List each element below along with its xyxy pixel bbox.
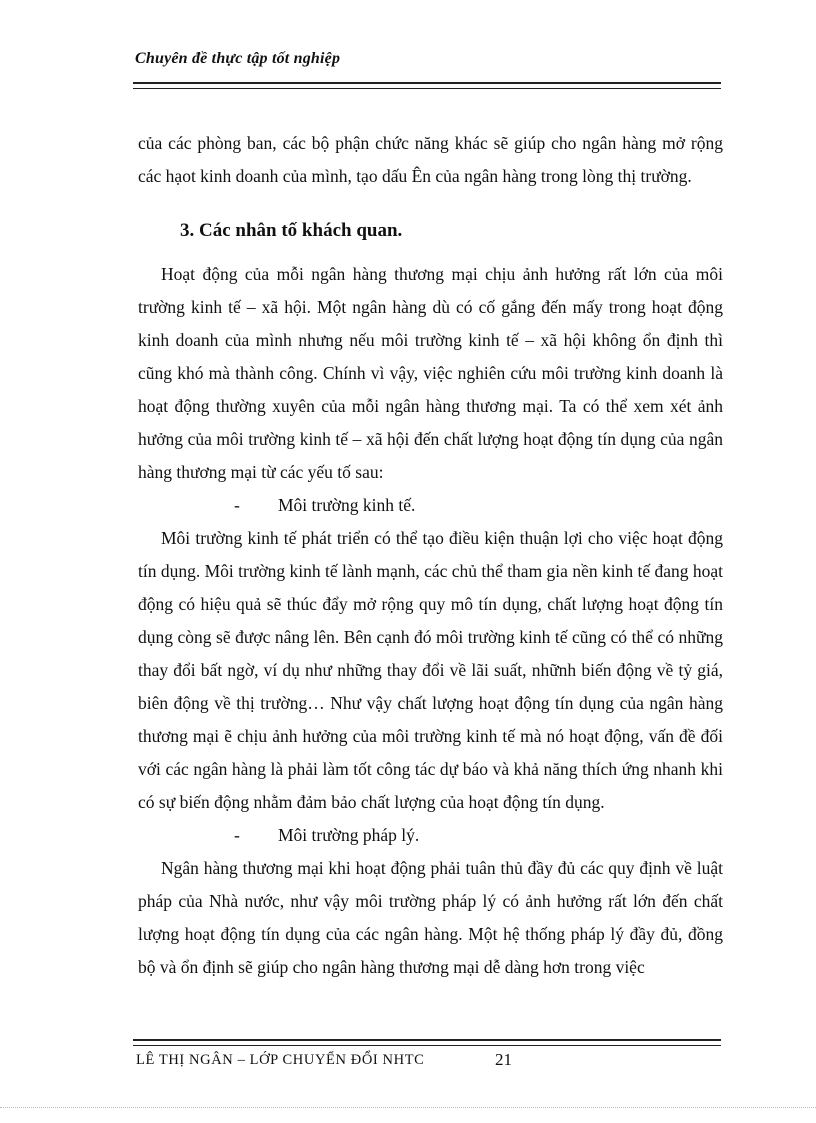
- footer-author: LÊ THỊ NGÂN – LỚP CHUYỂN ĐỔI NHTC: [136, 1052, 425, 1068]
- section-heading: 3. Các nhân tố khách quan.: [180, 220, 403, 241]
- header-rule: [133, 82, 721, 89]
- paragraph-continuation: của các phòng ban, các bộ phận chức năng khác sẽ giúp cho ngân hàng mở rộng các hạot kinh doanh của mình, tạo dấu Ên của ngân hàng trong lòng thị trường.: [138, 133, 723, 186]
- bullet-label: Môi trường pháp lý.: [278, 825, 420, 845]
- page-body: [138, 127, 723, 984]
- paragraph-intro: Hoạt động của mỗi ngân hàng thương mại chịu ảnh hưởng rất lớn của môi trường kinh tế – xã hội. Một ngân hàng dù có cố gắng đến mấy trong hoạt động kinh doanh của mình nhưng nếu môi trường kinh tế – xã hội không ổn định thì cũng khó mà thành công. Chính vì vậy, việc nghiên cứu môi trường kinh doanh là hoạt động thường xuyên của mỗi ngân hàng thương mại. Ta có thể xem xét ảnh hưởng của môi trường kinh tế – xã hội đến chất lượng hoạt động tín dụng của ngân hàng thương mại từ các yếu tố sau:: [138, 264, 723, 482]
- page-number: 21: [495, 1050, 512, 1069]
- page-edge-dotted-line: [0, 1107, 816, 1108]
- footer-rule: [133, 1039, 721, 1046]
- paragraph-legal: Ngân hàng thương mại khi hoạt động phải tuân thủ đầy đủ các quy định về luật pháp của Nhà nước, như vậy môi trường pháp lý có ảnh hưởng rất lớn đến chất lượng hoạt động tín dụng của các ngân hàng. Một hệ thống pháp lý đầy đủ, đồng bộ và ổn định sẽ giúp cho ngân hàng thương mại dễ dàng hơn trong việc: [138, 858, 723, 977]
- paragraph-economic: Môi trường kinh tế phát triển có thể tạo điều kiện thuận lợi cho việc hoạt động tín dụng. Môi trường kinh tế lành mạnh, các chủ thể tham gia nền kinh tế đang hoạt động có hiệu quả sẽ thúc đẩy mở rộng quy mô tín dụng, chất lượng hoạt động tín dụng còng sẽ được nâng lên. Bên cạnh đó môi trường kinh tế cũng có thể có những thay đổi bất ngờ, ví dụ như những thay đổi về lãi suất, nhữnh biến động về tỷ giá, biên động về thị trường… Như vậy chất lượng hoạt động tín dụng của ngân hàng thương mại ẽ chịu ảnh hưởng của môi trường kinh tế mà nó hoạt động, vấn đề đối với các ngân hàng là phải làm tốt công tác dự báo và khả năng thích ứng nhanh khi có sự biến động nhằm đảm bảo chất lượng của hoạt động tín dụng.: [138, 528, 723, 812]
- bullet-dash: -: [234, 825, 240, 845]
- bullet-label: Môi trường kinh tế.: [278, 495, 416, 515]
- bullet-legal: [138, 819, 723, 852]
- bullet-economic: [138, 489, 723, 522]
- bullet-dash: -: [234, 495, 240, 515]
- running-header: Chuyên đề thực tập tốt nghiệp: [135, 50, 341, 67]
